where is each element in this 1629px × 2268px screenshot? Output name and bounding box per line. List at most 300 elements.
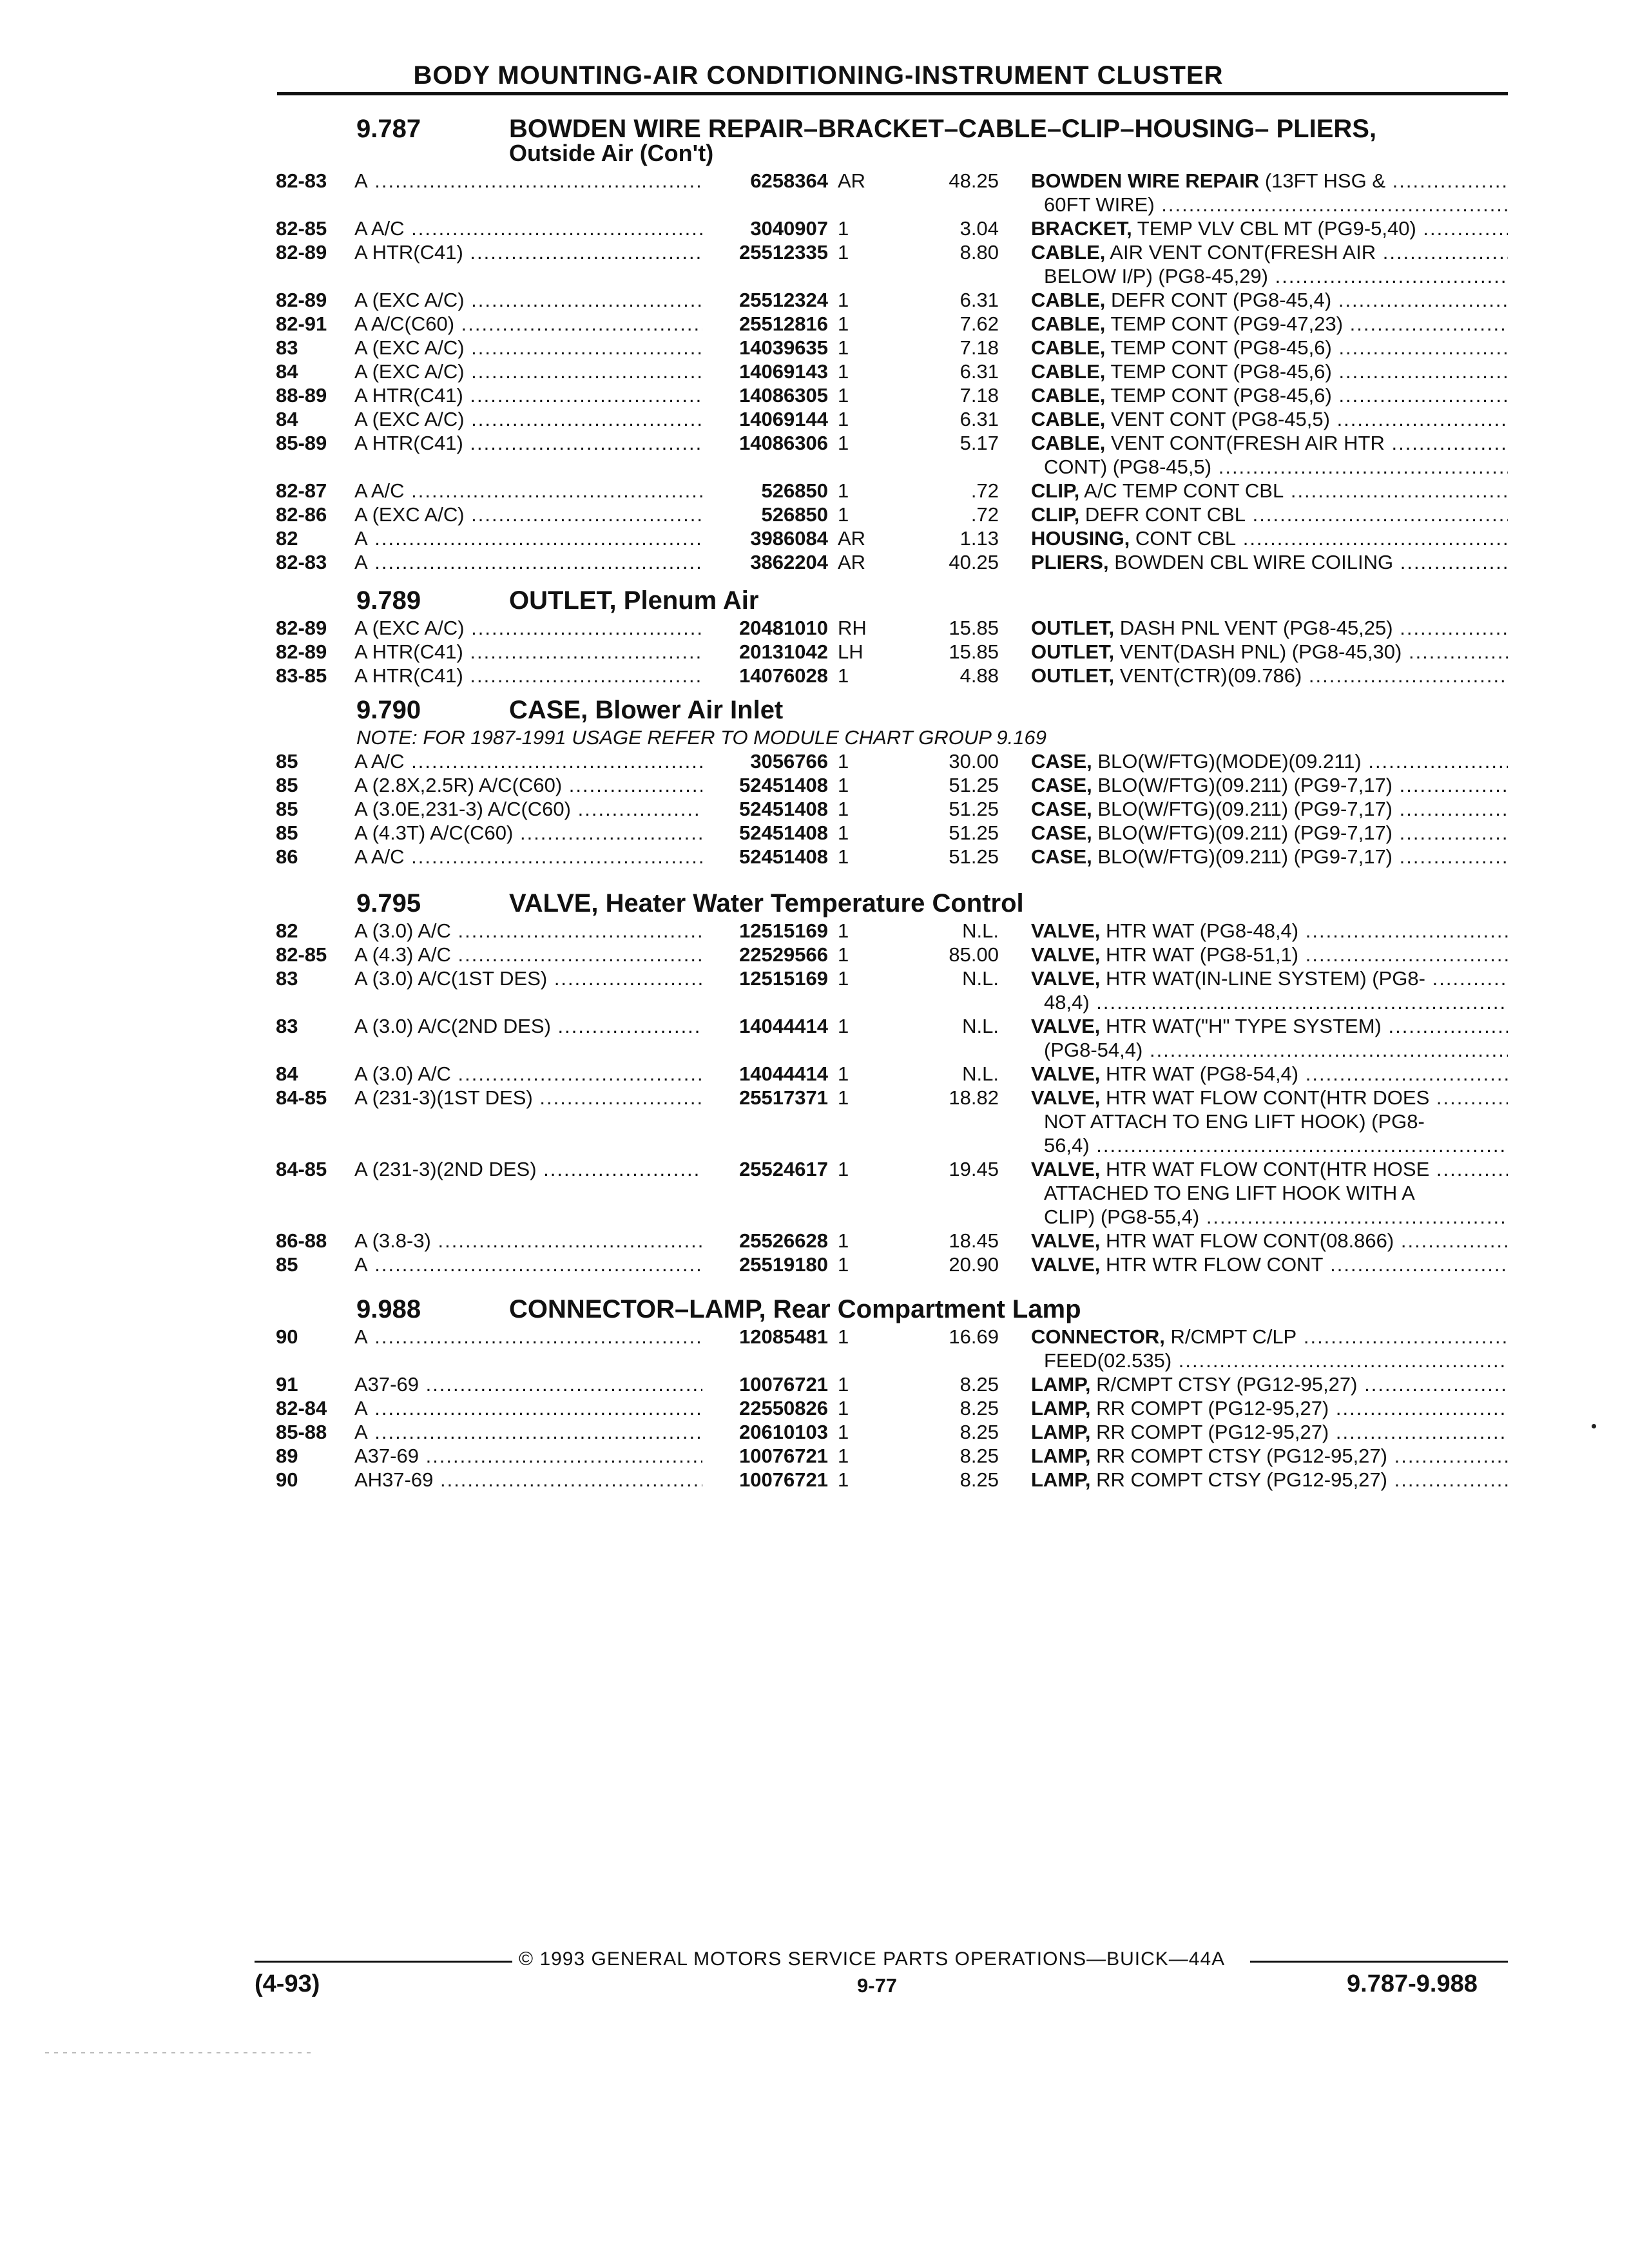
model-year: 82-91 <box>276 312 327 335</box>
section-title: CONNECTOR–LAMP, Rear Compartment Lamp <box>509 1295 1081 1323</box>
model-year: 88-89 <box>276 384 327 407</box>
quantity: 1 <box>838 217 849 240</box>
section-number: 9.988 <box>356 1295 421 1323</box>
part-description-detail: HTR WAT(IN-LINE SYSTEM) (PG8- <box>1100 967 1425 990</box>
parts-row <box>0 336 1629 360</box>
part-description-name: BRACKET, <box>1031 217 1132 240</box>
part-description-name: OUTLET, <box>1031 640 1115 663</box>
part-number: 14076028 <box>739 664 828 687</box>
price: 5.17 <box>959 432 999 454</box>
part-description-name: CABLE, <box>1031 289 1106 311</box>
footer-section-range: 9.787-9.988 <box>1347 1970 1478 1997</box>
part-number: 52451408 <box>739 845 828 868</box>
part-number: 20481010 <box>739 617 828 639</box>
part-description <box>1031 943 1508 966</box>
model-year: 85-89 <box>276 432 327 454</box>
model-year: 82-83 <box>276 169 327 192</box>
model-code: A (4.3) A/C ..... <box>354 943 702 966</box>
part-number: 22550826 <box>739 1397 828 1419</box>
part-description <box>1031 774 1508 797</box>
price: 19.45 <box>949 1158 999 1180</box>
model-code: A A/C(C60) ..... <box>354 312 702 336</box>
model-code: A A/C ..... <box>354 845 702 869</box>
part-description-continued: FEED(02.535) ..... <box>1044 1349 1508 1373</box>
parts-row <box>0 845 1629 869</box>
quantity: 1 <box>838 1421 849 1443</box>
part-description-name: CASE, <box>1031 798 1092 820</box>
part-description <box>1031 1445 1508 1468</box>
parts-row <box>0 822 1629 845</box>
quantity: 1 <box>838 479 849 502</box>
parts-row <box>0 384 1629 408</box>
price: 40.25 <box>949 551 999 573</box>
model-code: A (EXC A/C) ..... <box>354 617 702 640</box>
part-number: 52451408 <box>739 774 828 796</box>
section-title: BOWDEN WIRE REPAIR–BRACKET–CABLE–CLIP–HOUSING– PLIERS, <box>509 115 1377 143</box>
part-description-continued: (PG8-54,4) ..... <box>1044 1039 1508 1062</box>
model-code: A (231-3)(2ND DES) ..... <box>354 1158 702 1181</box>
section-title: CASE, Blower Air Inlet <box>509 696 784 724</box>
part-number: 20610103 <box>739 1421 828 1443</box>
price: 51.25 <box>949 822 999 844</box>
model-code: A (2.8X,2.5R) A/C(C60) ..... <box>354 774 702 797</box>
price: 6.31 <box>959 289 999 311</box>
part-description-name: VALVE, <box>1031 1158 1101 1180</box>
part-description <box>1031 503 1508 526</box>
model-year: 85 <box>276 798 298 820</box>
quantity: 1 <box>838 967 849 990</box>
part-description-detail: HTR WAT (PG8-51,1) <box>1100 943 1299 966</box>
part-number: 12085481 <box>739 1325 828 1348</box>
part-number: 14044414 <box>739 1062 828 1085</box>
quantity: 1 <box>838 1325 849 1348</box>
part-description-name: PLIERS, <box>1031 551 1109 573</box>
part-number: 10076721 <box>739 1445 828 1467</box>
model-code: A37-69 ..... <box>354 1373 702 1396</box>
part-description <box>1031 527 1508 550</box>
quantity: 1 <box>838 1445 849 1467</box>
part-description <box>1031 479 1508 503</box>
parts-row <box>0 1373 1629 1397</box>
parts-row <box>0 967 1629 991</box>
part-description-name: CASE, <box>1031 774 1092 796</box>
section-title: VALVE, Heater Water Temperature Control <box>509 889 1024 918</box>
model-year: 83 <box>276 1015 298 1037</box>
part-description-name: CABLE, <box>1031 408 1106 430</box>
model-year: 91 <box>276 1373 298 1396</box>
parts-row <box>0 1062 1629 1086</box>
part-description-detail: VENT CONT (PG8-45,5) <box>1105 408 1330 430</box>
parts-row <box>0 1445 1629 1468</box>
parts-row <box>0 1397 1629 1421</box>
model-year: 84 <box>276 360 298 383</box>
model-year: 82-83 <box>276 551 327 573</box>
part-number: 12515169 <box>739 967 828 990</box>
price: 15.85 <box>949 640 999 663</box>
model-code: A HTR(C41) ..... <box>354 432 702 455</box>
part-number: 22529566 <box>739 943 828 966</box>
part-description <box>1031 169 1508 193</box>
quantity: 1 <box>838 1086 849 1109</box>
part-description-name: VALVE, <box>1031 1062 1101 1085</box>
part-description-detail: BLO(W/FTG)(09.211) (PG9-7,17) <box>1092 774 1393 796</box>
part-description <box>1031 750 1508 773</box>
part-number: 25512324 <box>739 289 828 311</box>
part-description-continued: 56,4) ..... <box>1044 1134 1508 1158</box>
part-description-name: HOUSING, <box>1031 527 1130 550</box>
part-description-name: CLIP, <box>1031 479 1080 502</box>
parts-row <box>0 1158 1629 1182</box>
parts-row <box>0 408 1629 432</box>
footer-rule-right <box>1250 1961 1508 1963</box>
price: 3.04 <box>959 217 999 240</box>
part-description-continued: CLIP) (PG8-55,4) ..... <box>1044 1206 1508 1229</box>
price: 8.80 <box>959 241 999 264</box>
part-description-detail: HTR WAT FLOW CONT(HTR HOSE <box>1100 1158 1430 1180</box>
quantity: 1 <box>838 1468 849 1491</box>
part-description-detail: BOWDEN CBL WIRE COILING <box>1108 551 1394 573</box>
parts-row <box>0 943 1629 967</box>
price: 8.25 <box>959 1445 999 1467</box>
part-description-detail: HTR WTR FLOW CONT <box>1100 1253 1324 1276</box>
price: 8.25 <box>959 1373 999 1396</box>
part-description <box>1031 1015 1508 1038</box>
part-description-detail: VENT(CTR)(09.786) <box>1114 664 1302 687</box>
price: 51.25 <box>949 774 999 796</box>
part-description-detail: BLO(W/FTG)(09.211) (PG9-7,17) <box>1092 845 1393 868</box>
part-description-name: LAMP, <box>1031 1397 1091 1419</box>
parts-row <box>0 527 1629 551</box>
part-description <box>1031 617 1508 640</box>
part-number: 14039635 <box>739 336 828 359</box>
model-year: 82-86 <box>276 503 327 526</box>
parts-row <box>0 360 1629 384</box>
part-number: 14069144 <box>739 408 828 430</box>
part-description-detail: RR COMPT (PG12-95,27) <box>1090 1397 1329 1419</box>
part-number: 25517371 <box>739 1086 828 1109</box>
model-code: A HTR(C41) ..... <box>354 640 702 664</box>
price: 18.45 <box>949 1229 999 1252</box>
model-code: A ..... <box>354 169 702 193</box>
model-code: A ..... <box>354 1421 702 1444</box>
section-number: 9.790 <box>356 696 421 724</box>
model-code: AH37-69 ..... <box>354 1468 702 1492</box>
part-description-detail: TEMP CONT (PG8-45,6) <box>1105 360 1332 383</box>
quantity: 1 <box>838 289 849 311</box>
footer-rule-left <box>255 1961 512 1963</box>
price: 48.25 <box>949 169 999 192</box>
model-code: A (3.0E,231-3) A/C(C60) ..... <box>354 798 702 821</box>
price: 1.13 <box>959 527 999 550</box>
model-code: A ..... <box>354 1397 702 1420</box>
quantity: 1 <box>838 432 849 454</box>
part-number: 14069143 <box>739 360 828 383</box>
model-year: 85-88 <box>276 1421 327 1443</box>
part-number: 25512335 <box>739 241 828 264</box>
part-description-name: CABLE, <box>1031 312 1106 335</box>
price: .72 <box>970 503 999 526</box>
part-description-name: VALVE, <box>1031 967 1101 990</box>
part-description-name: CABLE, <box>1031 432 1106 454</box>
part-description-detail: R/CMPT C/LP <box>1164 1325 1297 1348</box>
part-description-continued: BELOW I/P) (PG8-45,29) ..... <box>1044 265 1508 289</box>
part-description-name: LAMP, <box>1031 1445 1091 1467</box>
model-year: 82 <box>276 527 298 550</box>
part-number: 25519180 <box>739 1253 828 1276</box>
part-description-name: CONNECTOR, <box>1031 1325 1165 1348</box>
parts-row <box>0 1421 1629 1445</box>
model-year: 82 <box>276 919 298 942</box>
part-description-detail: VENT(DASH PNL) (PG8-45,30) <box>1114 640 1402 663</box>
part-description-name: VALVE, <box>1031 1015 1101 1037</box>
parts-row <box>0 1325 1629 1349</box>
parts-row <box>0 664 1629 688</box>
model-year: 82-87 <box>276 479 327 502</box>
quantity: 1 <box>838 774 849 796</box>
part-description-detail: HTR WAT("H" TYPE SYSTEM) <box>1100 1015 1382 1037</box>
price: 4.88 <box>959 664 999 687</box>
header-rule <box>277 92 1508 95</box>
page-title: BODY MOUNTING-AIR CONDITIONING-INSTRUMENT CLUSTER <box>413 61 1224 90</box>
model-code: A ..... <box>354 1253 702 1276</box>
part-description-continued: 60FT WIRE) ..... <box>1044 193 1508 217</box>
part-description-detail: A/C TEMP CONT CBL <box>1079 479 1284 502</box>
part-description-detail: R/CMPT CTSY (PG12-95,27) <box>1090 1373 1358 1396</box>
part-description-detail: DASH PNL VENT (PG8-45,25) <box>1114 617 1393 639</box>
parts-row <box>0 169 1629 193</box>
part-description <box>1031 1253 1508 1276</box>
part-description-detail: BLO(W/FTG)(09.211) (PG9-7,17) <box>1092 798 1393 820</box>
part-number: 14044414 <box>739 1015 828 1037</box>
part-number: 14086306 <box>739 432 828 454</box>
part-description <box>1031 664 1508 687</box>
part-description-name: LAMP, <box>1031 1373 1091 1396</box>
price: 30.00 <box>949 750 999 773</box>
model-code: A A/C ..... <box>354 479 702 503</box>
quantity: 1 <box>838 1397 849 1419</box>
quantity: RH <box>838 617 867 639</box>
price: 8.25 <box>959 1468 999 1491</box>
part-description <box>1031 1373 1508 1396</box>
price: 18.82 <box>949 1086 999 1109</box>
part-description <box>1031 384 1508 407</box>
parts-row <box>0 1086 1629 1110</box>
model-year: 84-85 <box>276 1086 327 1109</box>
parts-row <box>0 241 1629 265</box>
part-description-detail: BLO(W/FTG)(09.211) (PG9-7,17) <box>1092 822 1393 844</box>
part-number: 25512816 <box>739 312 828 335</box>
part-description <box>1031 1158 1508 1181</box>
model-year: 85 <box>276 750 298 773</box>
model-code: A (3.8-3) ..... <box>354 1229 702 1253</box>
quantity: 1 <box>838 1229 849 1252</box>
price: 8.25 <box>959 1421 999 1443</box>
part-number: 25526628 <box>739 1229 828 1252</box>
part-description-detail: DEFR CONT (PG8-45,4) <box>1105 289 1332 311</box>
part-number: 52451408 <box>739 822 828 844</box>
price: 6.31 <box>959 408 999 430</box>
parts-row <box>0 640 1629 664</box>
part-description-name: VALVE, <box>1031 1229 1101 1252</box>
footer-date: (4-93) <box>255 1970 320 1997</box>
part-description-continued: ATTACHED TO ENG LIFT HOOK WITH A <box>1044 1182 1415 1204</box>
scan-artifact <box>45 2052 316 2053</box>
model-year: 85 <box>276 1253 298 1276</box>
part-description <box>1031 432 1508 455</box>
part-description <box>1031 1325 1508 1349</box>
part-number: 25524617 <box>739 1158 828 1180</box>
parts-row <box>0 217 1629 241</box>
parts-row <box>0 503 1629 527</box>
price: 8.25 <box>959 1397 999 1419</box>
quantity: 1 <box>838 750 849 773</box>
price: 16.69 <box>949 1325 999 1348</box>
price: .72 <box>970 479 999 502</box>
part-number: 526850 <box>761 479 828 502</box>
part-number: 526850 <box>761 503 828 526</box>
quantity: 1 <box>838 845 849 868</box>
parts-row <box>0 798 1629 822</box>
parts-row <box>0 750 1629 774</box>
quantity: 1 <box>838 336 849 359</box>
model-code: A HTR(C41) ..... <box>354 241 702 264</box>
part-number: 52451408 <box>739 798 828 820</box>
part-number: 10076721 <box>739 1468 828 1491</box>
model-year: 84-85 <box>276 1158 327 1180</box>
part-description <box>1031 1086 1508 1110</box>
price: 85.00 <box>949 943 999 966</box>
part-number: 3986084 <box>750 527 828 550</box>
model-year: 86 <box>276 845 298 868</box>
part-description-name: LAMP, <box>1031 1468 1091 1491</box>
part-description-detail: HTR WAT FLOW CONT(08.866) <box>1100 1229 1394 1252</box>
section-number: 9.789 <box>356 586 421 615</box>
parts-row <box>0 1468 1629 1492</box>
part-description-detail: TEMP VLV CBL MT (PG9-5,40) <box>1132 217 1416 240</box>
model-code: A (3.0) A/C ..... <box>354 919 702 943</box>
model-code: A (EXC A/C) ..... <box>354 360 702 383</box>
model-code: A A/C ..... <box>354 750 702 773</box>
price: 6.31 <box>959 360 999 383</box>
part-description-continued: NOT ATTACH TO ENG LIFT HOOK) (PG8- <box>1044 1110 1425 1133</box>
footer-copyright: © 1993 GENERAL MOTORS SERVICE PARTS OPERATIONS—BUICK—44A <box>519 1948 1226 1970</box>
section-subtitle: Outside Air (Con't) <box>509 140 714 166</box>
part-description <box>1031 640 1508 664</box>
part-description-name: VALVE, <box>1031 943 1101 966</box>
model-code: A (EXC A/C) ..... <box>354 408 702 431</box>
part-description-name: VALVE, <box>1031 1086 1101 1109</box>
part-description-detail: TEMP CONT (PG8-45,6) <box>1105 336 1332 359</box>
part-description <box>1031 798 1508 821</box>
parts-row <box>0 1015 1629 1039</box>
part-description <box>1031 241 1508 264</box>
price: 51.25 <box>949 845 999 868</box>
model-year: 83-85 <box>276 664 327 687</box>
model-code: A HTR(C41) ..... <box>354 384 702 407</box>
part-description-detail: AIR VENT CONT(FRESH AIR <box>1105 241 1376 264</box>
price: 7.18 <box>959 384 999 407</box>
model-year: 82-89 <box>276 640 327 663</box>
model-year: 89 <box>276 1445 298 1467</box>
quantity: 1 <box>838 1158 849 1180</box>
part-description-name: BOWDEN WIRE REPAIR <box>1031 169 1260 192</box>
model-year: 84 <box>276 408 298 430</box>
part-description-name: CASE, <box>1031 750 1092 773</box>
part-description-name: OUTLET, <box>1031 664 1115 687</box>
part-description-detail: HTR WAT (PG8-54,4) <box>1100 1062 1299 1085</box>
part-description <box>1031 1229 1508 1253</box>
part-description-detail: CONT CBL <box>1130 527 1237 550</box>
quantity: 1 <box>838 384 849 407</box>
part-number: 10076721 <box>739 1373 828 1396</box>
part-description-name: CABLE, <box>1031 336 1106 359</box>
part-description <box>1031 217 1508 240</box>
model-year: 90 <box>276 1468 298 1491</box>
model-code: A HTR(C41) ..... <box>354 664 702 687</box>
part-description-name: VALVE, <box>1031 1253 1101 1276</box>
price: 15.85 <box>949 617 999 639</box>
part-description <box>1031 360 1508 383</box>
part-description-detail: TEMP CONT (PG9-47,23) <box>1105 312 1344 335</box>
part-description <box>1031 845 1508 869</box>
model-code: A (EXC A/C) ..... <box>354 503 702 526</box>
model-code: A (EXC A/C) ..... <box>354 336 702 360</box>
model-code: A A/C ..... <box>354 217 702 240</box>
parts-row <box>0 1253 1629 1277</box>
part-description-detail: HTR WAT FLOW CONT(HTR DOES <box>1100 1086 1430 1109</box>
quantity: 1 <box>838 503 849 526</box>
quantity: 1 <box>838 664 849 687</box>
price: N.L. <box>962 919 999 942</box>
model-year: 82-84 <box>276 1397 327 1419</box>
model-code: A (3.0) A/C(1ST DES) ..... <box>354 967 702 990</box>
part-description-detail: RR COMPT (PG12-95,27) <box>1090 1421 1329 1443</box>
parts-row <box>0 479 1629 503</box>
parts-row <box>0 289 1629 312</box>
part-description <box>1031 1397 1508 1420</box>
price: N.L. <box>962 1062 999 1085</box>
part-description-name: CABLE, <box>1031 384 1106 407</box>
price: 7.62 <box>959 312 999 335</box>
model-year: 82-89 <box>276 289 327 311</box>
quantity: 1 <box>838 1253 849 1276</box>
part-number: 6258364 <box>750 169 828 192</box>
part-description <box>1031 822 1508 845</box>
part-number: 20131042 <box>739 640 828 663</box>
model-code: A (3.0) A/C(2ND DES) ..... <box>354 1015 702 1038</box>
model-code: A (4.3T) A/C(C60) ..... <box>354 822 702 845</box>
part-description-name: OUTLET, <box>1031 617 1115 639</box>
part-description-detail: RR COMPT CTSY (PG12-95,27) <box>1090 1445 1387 1467</box>
section-title: OUTLET, Plenum Air <box>509 586 759 615</box>
model-year: 82-89 <box>276 617 327 639</box>
part-description-detail: TEMP CONT (PG8-45,6) <box>1105 384 1332 407</box>
part-description-detail: (13FT HSG & <box>1259 169 1386 192</box>
quantity: 1 <box>838 312 849 335</box>
model-year: 85 <box>276 822 298 844</box>
model-code: A ..... <box>354 527 702 550</box>
quantity: AR <box>838 169 866 192</box>
part-description-continued: 48,4) ..... <box>1044 991 1508 1015</box>
part-number: 3056766 <box>750 750 828 773</box>
part-description <box>1031 336 1508 360</box>
model-year: 83 <box>276 967 298 990</box>
part-description-name: CASE, <box>1031 822 1092 844</box>
model-code: A ..... <box>354 551 702 574</box>
part-description <box>1031 919 1508 943</box>
quantity: 1 <box>838 241 849 264</box>
part-description-name: CABLE, <box>1031 241 1106 264</box>
